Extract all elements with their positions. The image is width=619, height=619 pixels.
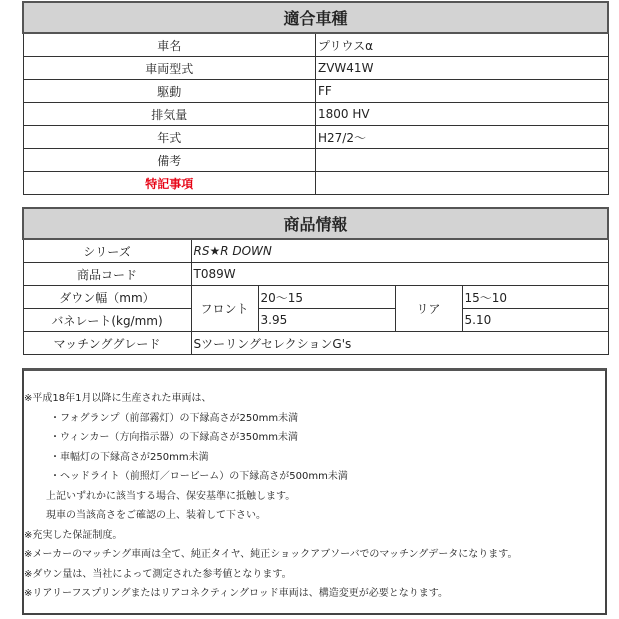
product-code-value: T089W: [191, 263, 608, 286]
drive-label: 駆動: [23, 80, 316, 103]
product-table: [22, 207, 609, 355]
drive-value: FF: [316, 80, 609, 103]
series-value: RS★R DOWN: [191, 239, 608, 263]
front-spring-value: 3.95: [258, 309, 395, 332]
note-line: ※メーカーのマッチング車両は全て、純正タイヤ、純正ショックアブソーバでのマッチングデータになります。: [24, 549, 518, 560]
note-line: ・ヘッドライト（前照灯／ロービーム）の下縁高さが500mm未満: [50, 471, 348, 482]
table-row: [23, 309, 608, 332]
model-code-value: ZVW41W: [316, 57, 609, 80]
series-label: シリーズ: [23, 239, 191, 263]
rear-down-value: 15～10: [462, 286, 608, 309]
table-row: [23, 172, 608, 195]
note-line: ・車幅灯の下縁高さが250mm未満: [50, 451, 209, 463]
table-row: [23, 239, 608, 263]
matching-grade-label: マッチンググレード: [23, 332, 191, 355]
table-row: [23, 33, 608, 57]
car-name-value: プリウスα: [316, 33, 609, 57]
table-row: [23, 286, 608, 309]
note-line: ・ウィンカー（方向指示器）の下縁高さが350mm未満: [50, 432, 298, 443]
note-line: 上記いずれかに該当する場合、保安基準に抵触します。: [46, 490, 296, 502]
note-line: ※平成18年1月以降に生産された車両は、: [24, 393, 212, 404]
spring-rate-label: バネレート(kg/mm): [23, 309, 191, 332]
remarks-value: [316, 149, 609, 172]
note-line: ・フォグランプ（前部霧灯）の下縁高さが250mm未満: [50, 412, 299, 424]
product-title: 商品情報: [23, 208, 608, 239]
table-row: [23, 332, 608, 355]
table-row: [23, 263, 608, 286]
note-line: 現車の当該高さをご確認の上、装着して下さい。: [46, 510, 266, 521]
rear-spring-value: 5.10: [462, 309, 608, 332]
fitment-title: 適合車種: [23, 2, 608, 33]
year-value: H27/2～: [316, 126, 609, 149]
front-down-value: 20～15: [258, 286, 395, 309]
fitment-table: [22, 1, 609, 195]
table-row: [23, 149, 608, 172]
year-label: 年式: [23, 126, 316, 149]
note-line: ※充実した保証制度。: [24, 529, 123, 541]
note-line: ※リアリーフスプリングまたはリアコネクティングロッド車両は、構造変更が必要となります。: [24, 588, 448, 599]
down-width-label: ダウン幅（mm）: [23, 286, 191, 309]
special-notes-label: 特記事項: [23, 172, 316, 195]
notes-box: [22, 368, 607, 615]
remarks-label: 備考: [23, 149, 316, 172]
model-code-label: 車両型式: [23, 57, 316, 80]
table-row: [23, 126, 608, 149]
table-row: [23, 103, 608, 126]
product-code-label: 商品コード: [23, 263, 191, 286]
rear-label: リア: [395, 286, 462, 332]
table-row: [23, 80, 608, 103]
displacement-label: 排気量: [23, 103, 316, 126]
matching-grade-value: SツーリングセレクションG's: [191, 332, 608, 355]
front-label: フロント: [191, 286, 258, 332]
special-notes-value: [316, 172, 609, 195]
note-line: ※ダウン量は、当社によって測定された参考値となります。: [24, 568, 292, 580]
car-name-label: 車名: [23, 33, 316, 57]
displacement-value: 1800 HV: [316, 103, 609, 126]
table-row: [23, 57, 608, 80]
